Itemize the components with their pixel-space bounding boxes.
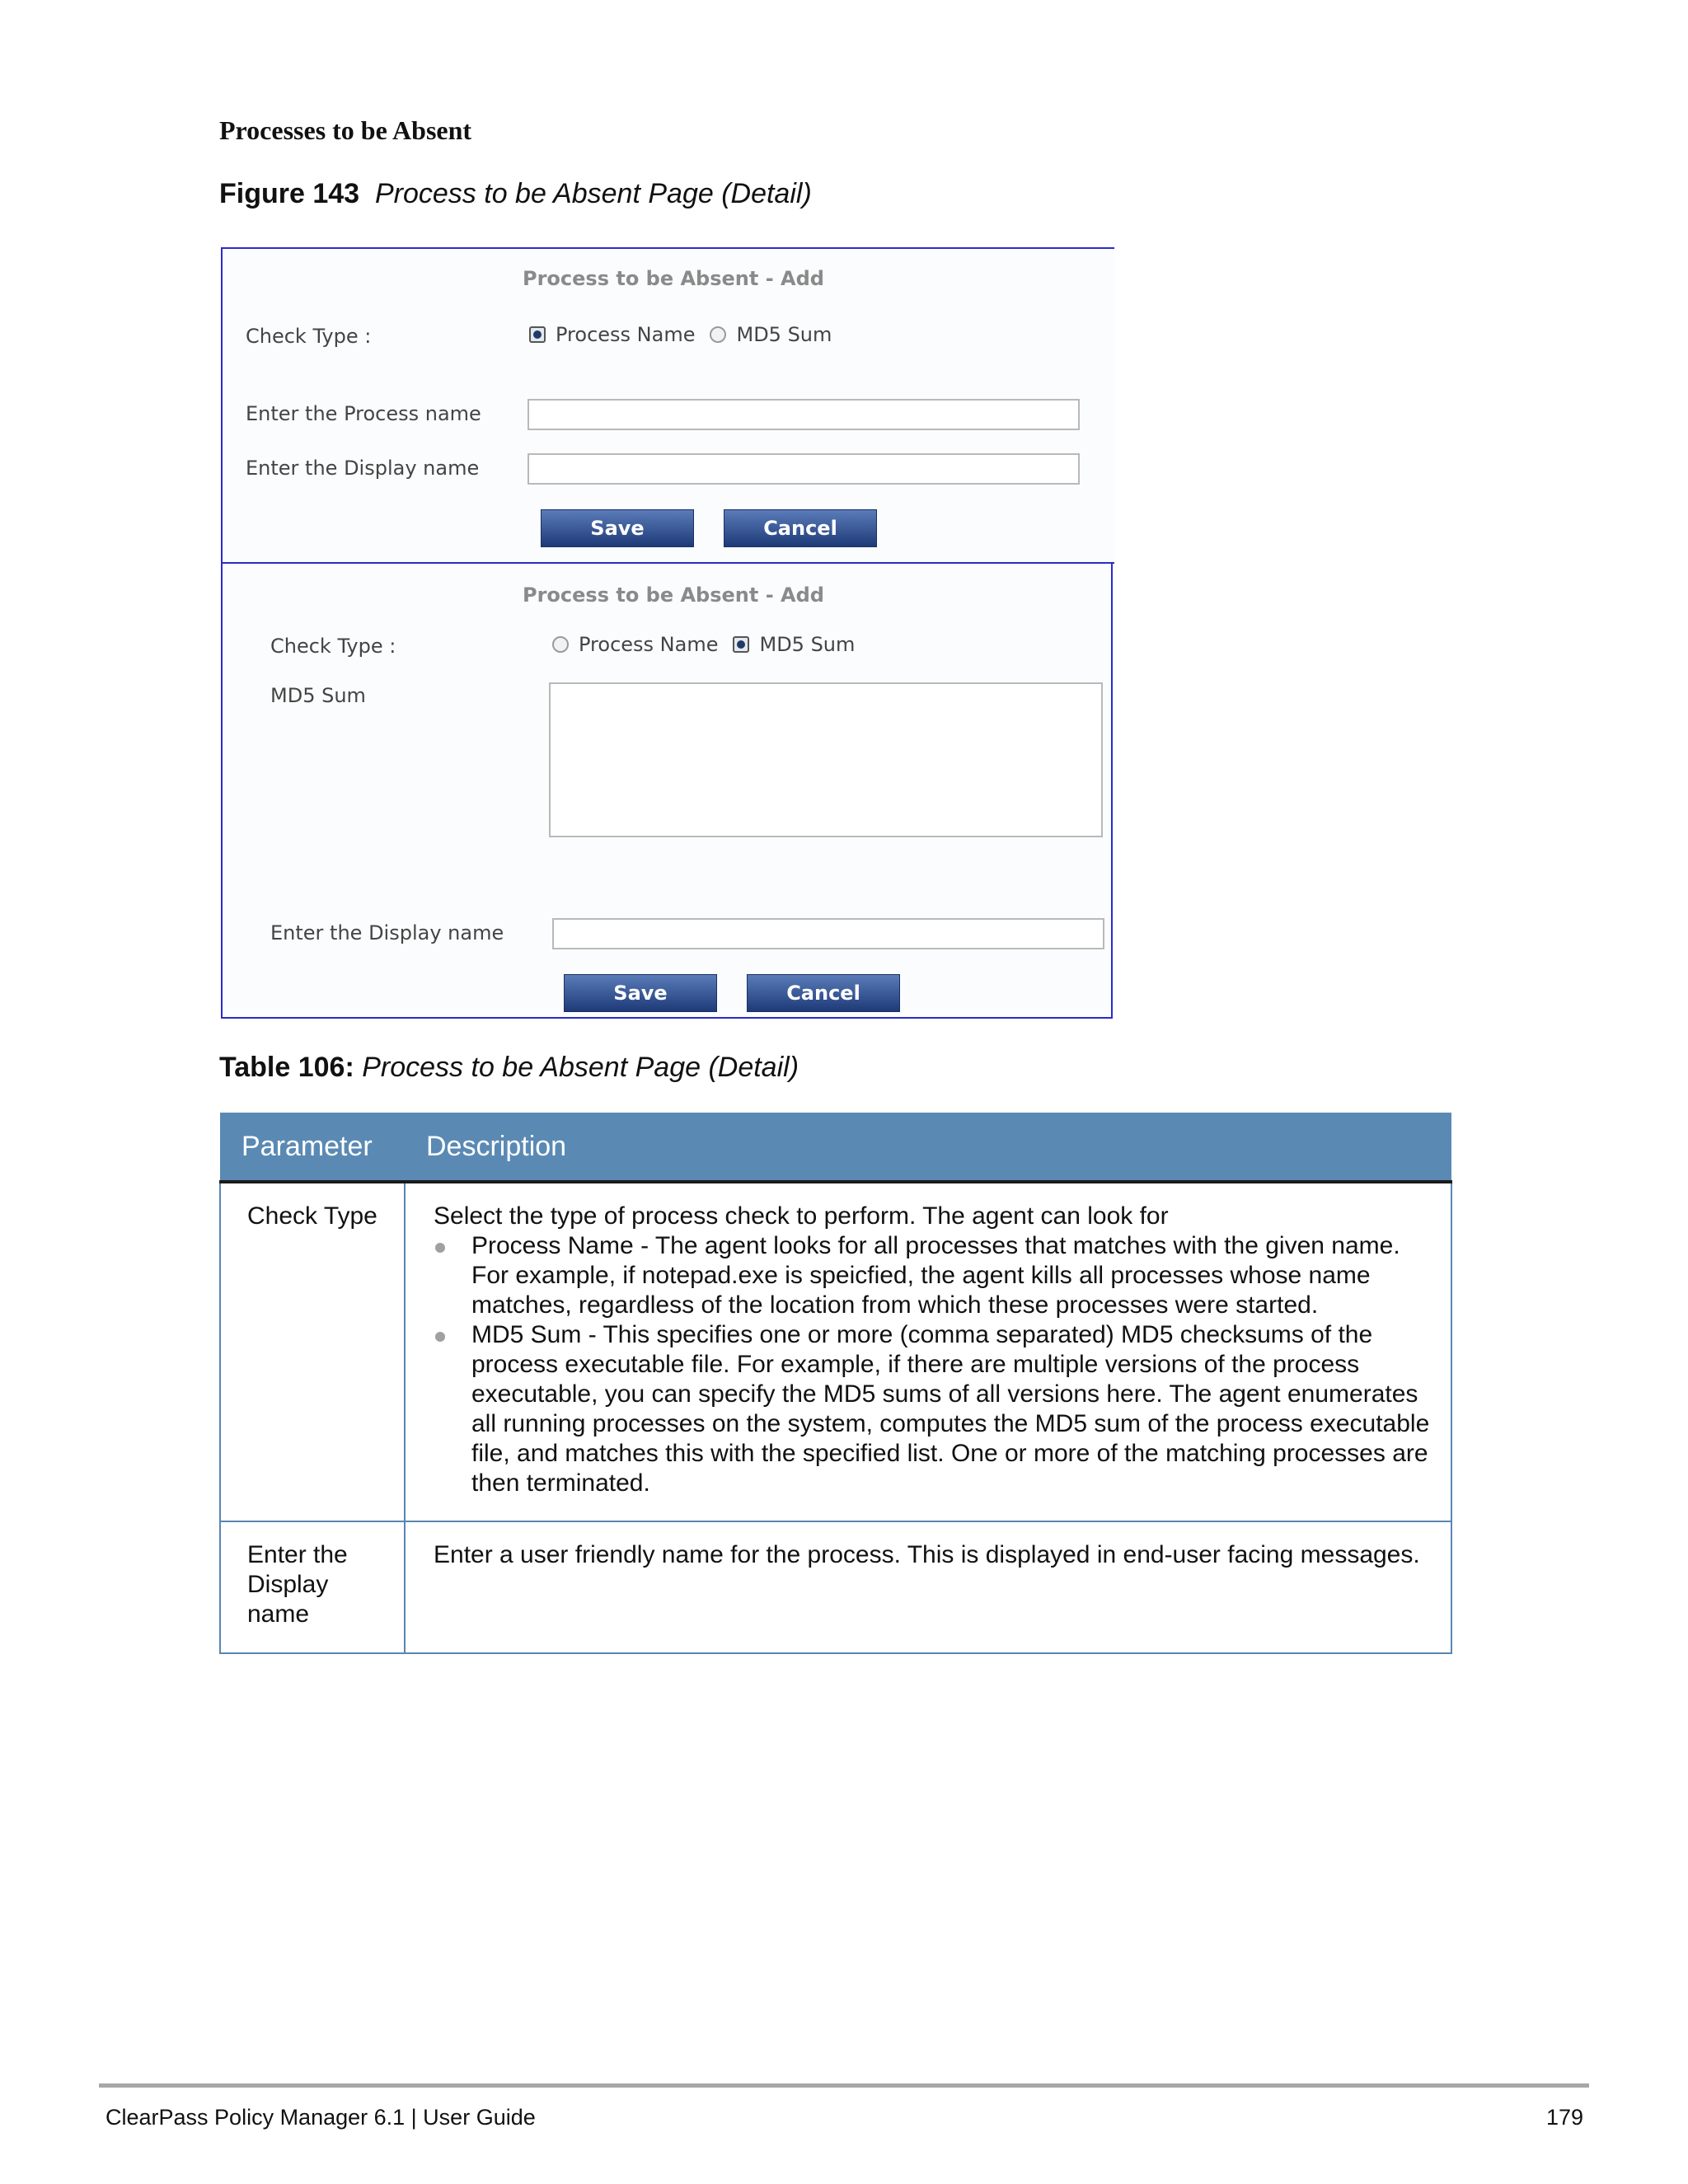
display-name-label: Enter the Display name <box>270 921 504 944</box>
bullet-item: Process Name - The agent looks for all processes that matches with the given name. For example, if notepad.exe is speicfied, the agent kills all processes whose name matches, regardless of the location from which these processes were started. <box>471 1231 1434 1320</box>
footer-guide-title: ClearPass Policy Manager 6.1 | User Guide <box>106 2105 536 2130</box>
check-type-options <box>552 633 870 656</box>
display-name-input[interactable] <box>528 453 1080 485</box>
figure-title: Process to be Absent Page (Detail) <box>374 178 812 209</box>
check-type-label: Check Type : <box>246 325 372 348</box>
process-name-radio[interactable] <box>552 636 569 653</box>
process-name-input[interactable] <box>528 399 1080 430</box>
table-label: Table 106: <box>219 1052 354 1083</box>
process-absent-form-md5 <box>221 562 1113 1019</box>
row-parameter: Check Type <box>220 1182 405 1521</box>
md5-sum-label: MD5 Sum <box>270 684 366 707</box>
md5-sum-option-label: MD5 Sum <box>736 323 832 346</box>
cancel-button[interactable]: Cancel <box>724 509 877 547</box>
display-name-input[interactable] <box>552 918 1104 949</box>
bullet-item: MD5 Sum - This specifies one or more (comma separated) MD5 checksums of the process executable file. For example, if there are multiple versions of the process executable, you can specify the MD5 sums of all versions here. The agent enumerates all running processes on the system, computes the MD5 sum of the process executable file, and matches this with the specified list. One or more of the matching processes are then terminated. <box>471 1320 1434 1498</box>
header-parameter: Parameter <box>220 1113 405 1182</box>
save-button[interactable]: Save <box>564 974 717 1012</box>
table-title: Process to be Absent Page (Detail) <box>362 1052 799 1083</box>
row-parameter: Enter the Display name <box>220 1521 405 1653</box>
form-title: Process to be Absent - Add <box>523 583 824 607</box>
table-caption <box>219 1052 799 1084</box>
section-title: Processes to be Absent <box>219 115 472 145</box>
check-type-options <box>529 323 846 346</box>
process-name-option-label: Process Name <box>556 323 696 346</box>
process-absent-form-process-name <box>221 247 1114 564</box>
row-description <box>405 1182 1451 1521</box>
md5-sum-radio[interactable] <box>710 326 726 343</box>
figure-caption <box>219 178 812 210</box>
md5-sum-textarea[interactable] <box>549 682 1103 837</box>
process-name-option-label: Process Name <box>579 633 719 656</box>
check-type-label: Check Type : <box>270 635 396 658</box>
footer-rule <box>99 2083 1589 2088</box>
md5-sum-option-label: MD5 Sum <box>759 633 856 656</box>
save-button[interactable]: Save <box>541 509 694 547</box>
display-name-label: Enter the Display name <box>246 457 480 480</box>
description-intro: Select the type of process check to perform. The agent can look for <box>434 1202 1169 1230</box>
figure-label: Figure 143 <box>219 178 360 209</box>
md5-sum-radio[interactable] <box>733 636 749 653</box>
table-row <box>220 1182 1451 1521</box>
table-header-row <box>220 1113 1451 1182</box>
header-description: Description <box>405 1113 1451 1182</box>
cancel-button[interactable]: Cancel <box>747 974 900 1012</box>
process-name-radio[interactable] <box>529 326 546 343</box>
parameter-table <box>219 1113 1452 1654</box>
page-number: 179 <box>1546 2105 1584 2130</box>
process-name-label: Enter the Process name <box>246 402 481 425</box>
description-bullets <box>434 1231 1434 1498</box>
table-row <box>220 1521 1451 1653</box>
form-title: Process to be Absent - Add <box>523 267 824 290</box>
row-description: Enter a user friendly name for the process. This is displayed in end-user facing messages. <box>405 1521 1451 1653</box>
